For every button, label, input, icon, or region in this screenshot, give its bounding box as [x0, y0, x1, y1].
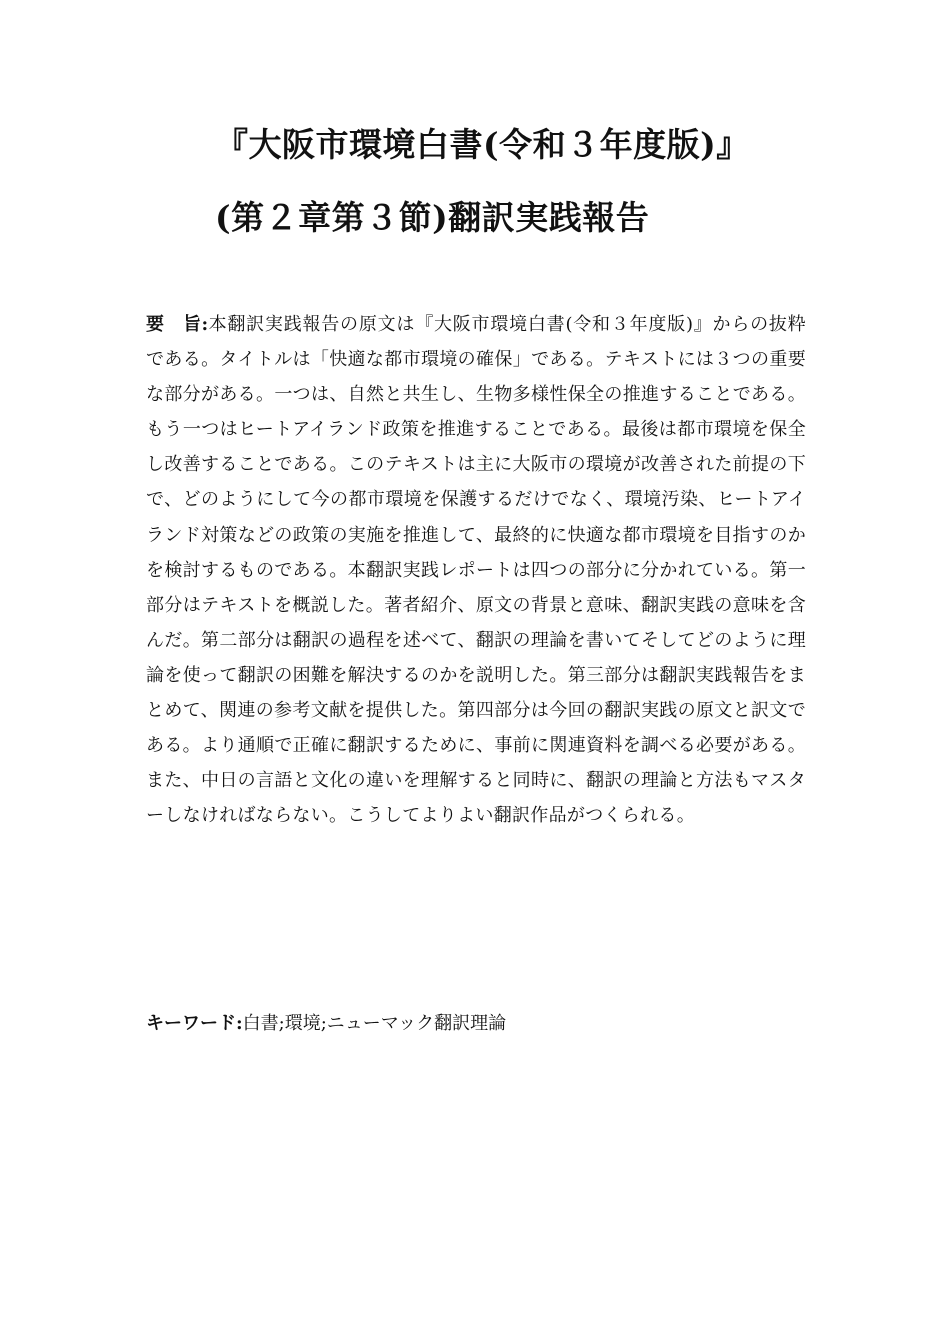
document-title-line-1: 『大阪市環境白書(令和３年度版)』 — [215, 125, 750, 164]
abstract-label: 要 旨: — [146, 314, 209, 335]
abstract-paragraph — [146, 307, 806, 833]
keywords-line — [146, 1010, 806, 1038]
document-title-line-2: (第２章第３節)翻訳実践報告 — [215, 198, 650, 237]
keywords-label: キーワード: — [146, 1013, 243, 1034]
abstract-text: 本翻訳実践報告の原文は『大阪市環境白書(令和３年度版)』からの抜粋である。タイトルは「快適な都市環境の確保」である。テキストには３つの重要な部分がある。一つは、自然と共生し、生物多様性保全の推進することである。もう一つはヒートアイランド政策を推進することである。最後は都市環境を保全し改善することである。このテキストは主に大阪市の環境が改善された前提の下で、どのようにして今の都市環境を保護するだけでなく、環境汚染、ヒートアイランド対策などの政策の実施を推進して、最終的に快適な都市環境を目指すのかを検討するものである。本翻訳実践レポートは四つの部分に分かれている。第一部分はテキストを概説した。著者紹介、原文の背景と意味、翻訳実践の意味を含んだ。第二部分は翻訳の過程を述べて、翻訳の理論を書いてそしてどのように理論を使って翻訳の困難を解決するのかを説明した。第三部分は翻訳実践報告をまとめて、関連の参考文献を提供した。第四部分は今回の翻訳実践の原文と訳文である。より通順で正確に翻訳するために、事前に関連資料を調べる必要がある。また、中日の言語と文化の違いを理解すると同時に、翻訳の理論と方法もマスターしなければならない。こうしてよりよい翻訳作品がつくられる。 — [146, 314, 806, 827]
keywords-text: 白書;環境;ニューマック翻訳理論 — [242, 1013, 507, 1034]
